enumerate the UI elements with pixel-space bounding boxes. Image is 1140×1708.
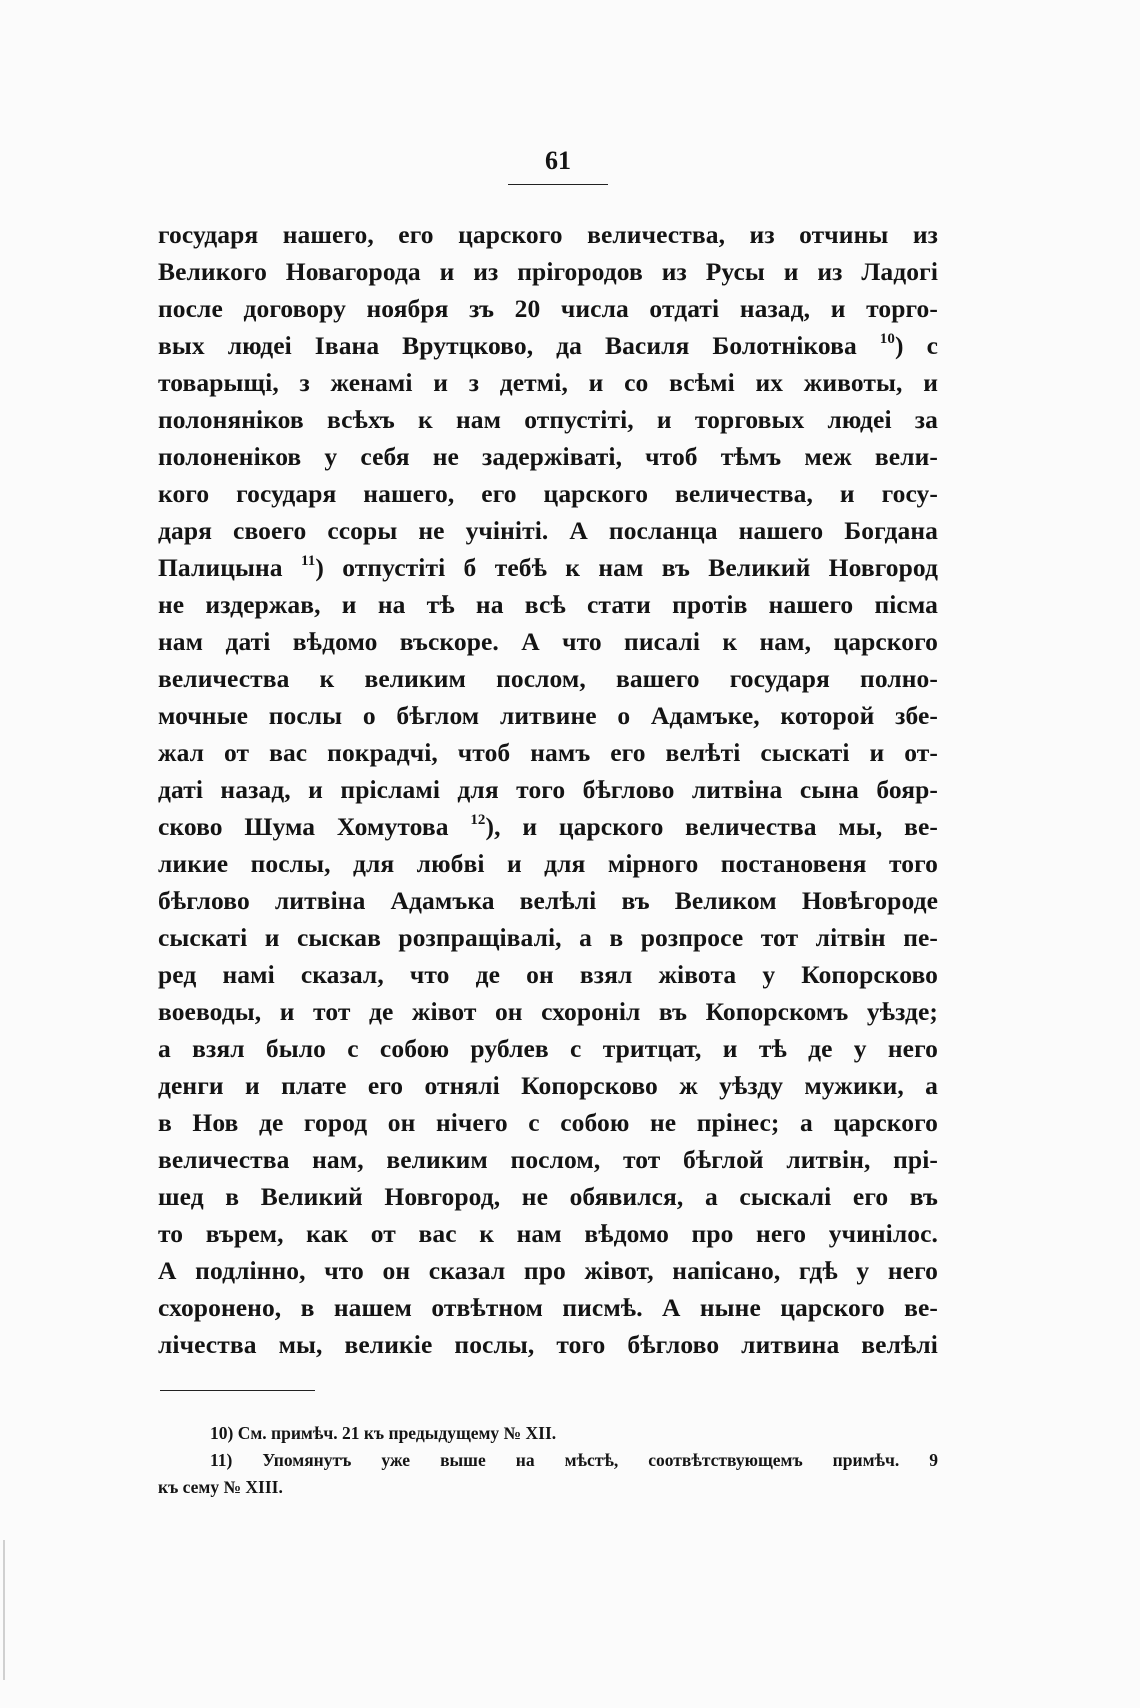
scan-edge-mark [3, 1540, 5, 1680]
text-line: а взял было с собою рублев с тритцат, и тѣ де у него [158, 1034, 938, 1063]
text-line: в Нов де город он нічего с собою не прінес; а царского [158, 1108, 938, 1137]
footnote-11: 11) Упомянутъ уже выше на мѣстѣ, соотвѣтствующемъ примѣч. 9 [210, 1450, 938, 1470]
page-number: 61 [545, 146, 571, 175]
text-line: полоненіков у себя не задержіваті, чтоб тѣмъ меж вели- [158, 442, 938, 471]
text-line: шед в Великий Новгород, не обявился, а сыскалі его въ [158, 1182, 938, 1211]
text-line: товарыщі, з женамі и з детмі, и со всѣмі их животы, и [158, 368, 938, 397]
footnote-ref: 10 [879, 331, 895, 347]
text-line: ликие послы, для любві и для мірного постановеня того [158, 849, 938, 878]
text-line: даря своего ссоры не учініті. А посланца нашего Богдана [158, 516, 938, 545]
text-line: величества нам, великим послом, тот бѣглой литвін, прі- [158, 1145, 938, 1174]
text-line: А подлінно, что он сказал про жівот, напісано, гдѣ у него [158, 1256, 938, 1285]
text-line: воеводы, и тот де жівот он схороніл въ Копорскомъ уѣзде; [158, 997, 938, 1026]
footnote-10: 10) См. примѣч. 21 къ предыдущему № XII. [210, 1423, 557, 1443]
text-line: Палицына $^{11}$) отпустіті б тебѣ к нам въ Великий Новгород [158, 553, 938, 582]
text-line: величества к великим послом, вашего государя полно- [158, 664, 938, 693]
footnote-rule [160, 1390, 315, 1391]
footnote-ref: 11 [300, 553, 316, 569]
text-line: Великого Новагорода и из прігородов из Русы и из Ладогі [158, 257, 938, 286]
footnotes [158, 1420, 938, 1501]
text-line: даті назад, и прісламі для того бѣглово литвіна сына бояр- [158, 775, 938, 804]
text-line: полоняніков всѣхъ к нам отпустіті, и торговых людеі за [158, 405, 938, 434]
text-line: ред намі сказал, что де он взял жівота у Копорсково [158, 960, 938, 989]
text-line: вых людеі Івана Врутцково, да Василя Болотнікова $^{10}$) с [158, 331, 938, 360]
body-text [158, 216, 938, 1363]
text-line: мочные послы о бѣглом литвине о Адамъке, которой збе- [158, 701, 938, 730]
text-line: схоронено, в нашем отвѣтном писмѣ. А ныне царского ве- [158, 1293, 938, 1322]
page-number-rule [508, 184, 608, 185]
text-line: сково Шума Хомутова $^{12}$), и царского величества мы, ве- [158, 812, 938, 841]
text-line: после договору ноября зъ 20 числа отдаті назад, и торго- [158, 294, 938, 323]
text-line: жал от вас покрадчі, чтоб намъ его велѣті сыскаті и от- [158, 738, 938, 767]
text-line: государя нашего, его царского величества, из отчины из [158, 220, 938, 249]
text-line: нам даті вѣдомо въскоре. А что писалі к нам, царского [158, 627, 938, 656]
footnote-11-continued: къ сему № XIII. [158, 1477, 283, 1497]
text-line: кого государя нашего, его царского величества, и госу- [158, 479, 938, 508]
text-line: то върем, как от вас к нам вѣдомо про него учинілос. [158, 1219, 938, 1248]
text-line: не издержав, и на тѣ на всѣ стати протів нашего пісма [158, 590, 938, 619]
text-line: денги и плате его отнялі Копорсково ж уѣзду мужики, а [158, 1071, 938, 1100]
text-line: лічества мы, великіе послы, того бѣглово литвина велѣлі [158, 1330, 938, 1359]
text-line: сыскаті и сыскав розпращівалі, а в розпросе тот літвін пе- [158, 923, 938, 952]
text-line: бѣглово литвіна Адамъка велѣлі въ Великом Новѣгороде [158, 886, 938, 915]
footnote-ref: 12 [470, 812, 486, 828]
